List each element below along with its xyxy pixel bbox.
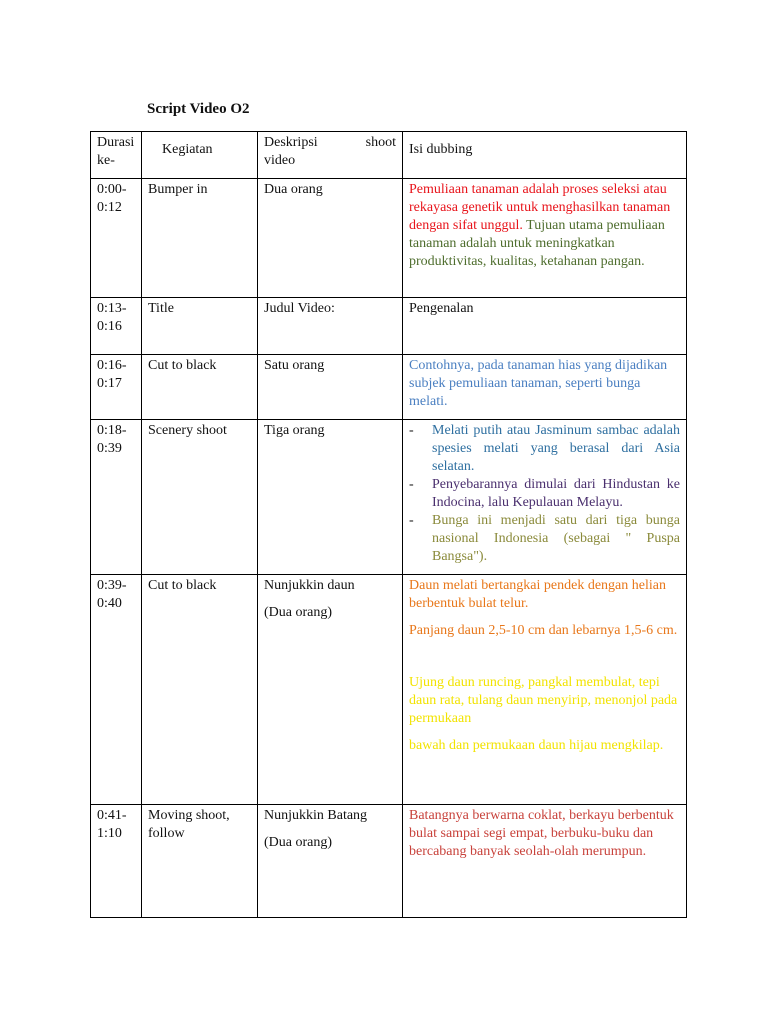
cell-isi-dubbing [403,575,687,805]
header-durasi-label: Durasi ke- [97,135,135,168]
cell-isi-dubbing: Contohnya, pada tanaman hias yang dijadikan subjek pemuliaan tanaman, seperti bunga melati. [403,355,687,420]
table-row [91,298,687,355]
list-item: - Penyebarannya dimulai dari Hindustan ke Indocina, lalu Kepulauan Melayu. [409,476,680,512]
cell-kegiatan: Scenery shoot [142,420,258,575]
header-durasi [91,132,142,179]
list-item: - Bunga ini menjadi satu dari tiga bunga nasional Indonesia (sebagai " Puspa Bangsa"). [409,512,680,566]
header-video-word: video [264,153,296,168]
cell-deskripsi: Dua orang [258,179,403,298]
header-deskripsi [258,132,403,179]
header-isi-dubbing [403,132,687,179]
header-deskripsi-word: Deskripsi [264,135,318,150]
cell-deskripsi [258,575,403,805]
deskripsi-main: Nunjukkin daun [264,578,355,593]
cell-kegiatan: Bumper in [142,179,258,298]
deskripsi-sub: (Dua orang) [264,835,333,850]
cell-durasi: 0:13-0:16 [91,298,142,355]
cell-deskripsi: Satu orang [258,355,403,420]
cell-isi-dubbing [403,420,687,575]
dubbing-paragraph: Daun melati bertangkai pendek dengan helian berbentuk bulat telur. [409,578,666,611]
cell-isi-dubbing: Batangnya berwarna coklat, berkayu berbentuk bulat sampai segi empat, berbuku-buku dan bercabang banyak seolah-olah merumpun. [403,805,687,918]
cell-isi-dubbing [403,179,687,298]
cell-kegiatan: Moving shoot, follow [142,805,258,918]
table-row [91,179,687,298]
cell-kegiatan: Cut to black [142,355,258,420]
dubbing-paragraph: Ujung daun runcing, pangkal membulat, tepi daun rata, tulang daun menyirip, menonjol pada permukaan [409,675,678,726]
cell-kegiatan: Cut to black [142,575,258,805]
dubbing-paragraph: bawah dan permukaan daun hijau mengkilap. [409,738,664,753]
dubbing-text-green: Tujuan utama pemuliaan tanaman adalah untuk meningkatkan produktivitas, kualitas, ketahanan pangan. [409,218,665,269]
dubbing-text-red: Pemuliaan tanaman adalah proses seleksi atau rekayasa genetik untuk menghasilkan tanaman dengan sifat unggul. [409,182,671,233]
table-row [91,420,687,575]
deskripsi-sub: (Dua orang) [264,605,333,620]
dubbing-bullet-list [409,422,680,566]
deskripsi-main: Nunjukkin Batang [264,808,368,823]
table-row [91,805,687,918]
header-isi-label: Isi dubbing [409,142,473,157]
header-shoot-word: shoot [365,135,396,150]
script-table [90,131,687,918]
cell-deskripsi [258,805,403,918]
table-row [91,355,687,420]
dubbing-paragraph: Panjang daun 2,5-10 cm dan lebarnya 1,5-6 cm. [409,623,678,638]
document-title: Script Video O2 [147,101,250,117]
cell-durasi: 0:18-0:39 [91,420,142,575]
cell-kegiatan: Title [142,298,258,355]
header-kegiatan [142,132,258,179]
table-header-row [91,132,687,179]
list-item: - Melati putih atau Jasminum sambac adalah spesies melati yang berasal dari Asia selatan. [409,422,680,476]
cell-deskripsi: Judul Video: [258,298,403,355]
cell-durasi: 0:41-1:10 [91,805,142,918]
cell-durasi: 0:39-0:40 [91,575,142,805]
cell-isi-dubbing: Pengenalan [403,298,687,355]
cell-durasi: 0:00-0:12 [91,179,142,298]
table-row [91,575,687,805]
cell-deskripsi: Tiga orang [258,420,403,575]
header-kegiatan-label: Kegiatan [162,142,213,157]
cell-durasi: 0:16-0:17 [91,355,142,420]
